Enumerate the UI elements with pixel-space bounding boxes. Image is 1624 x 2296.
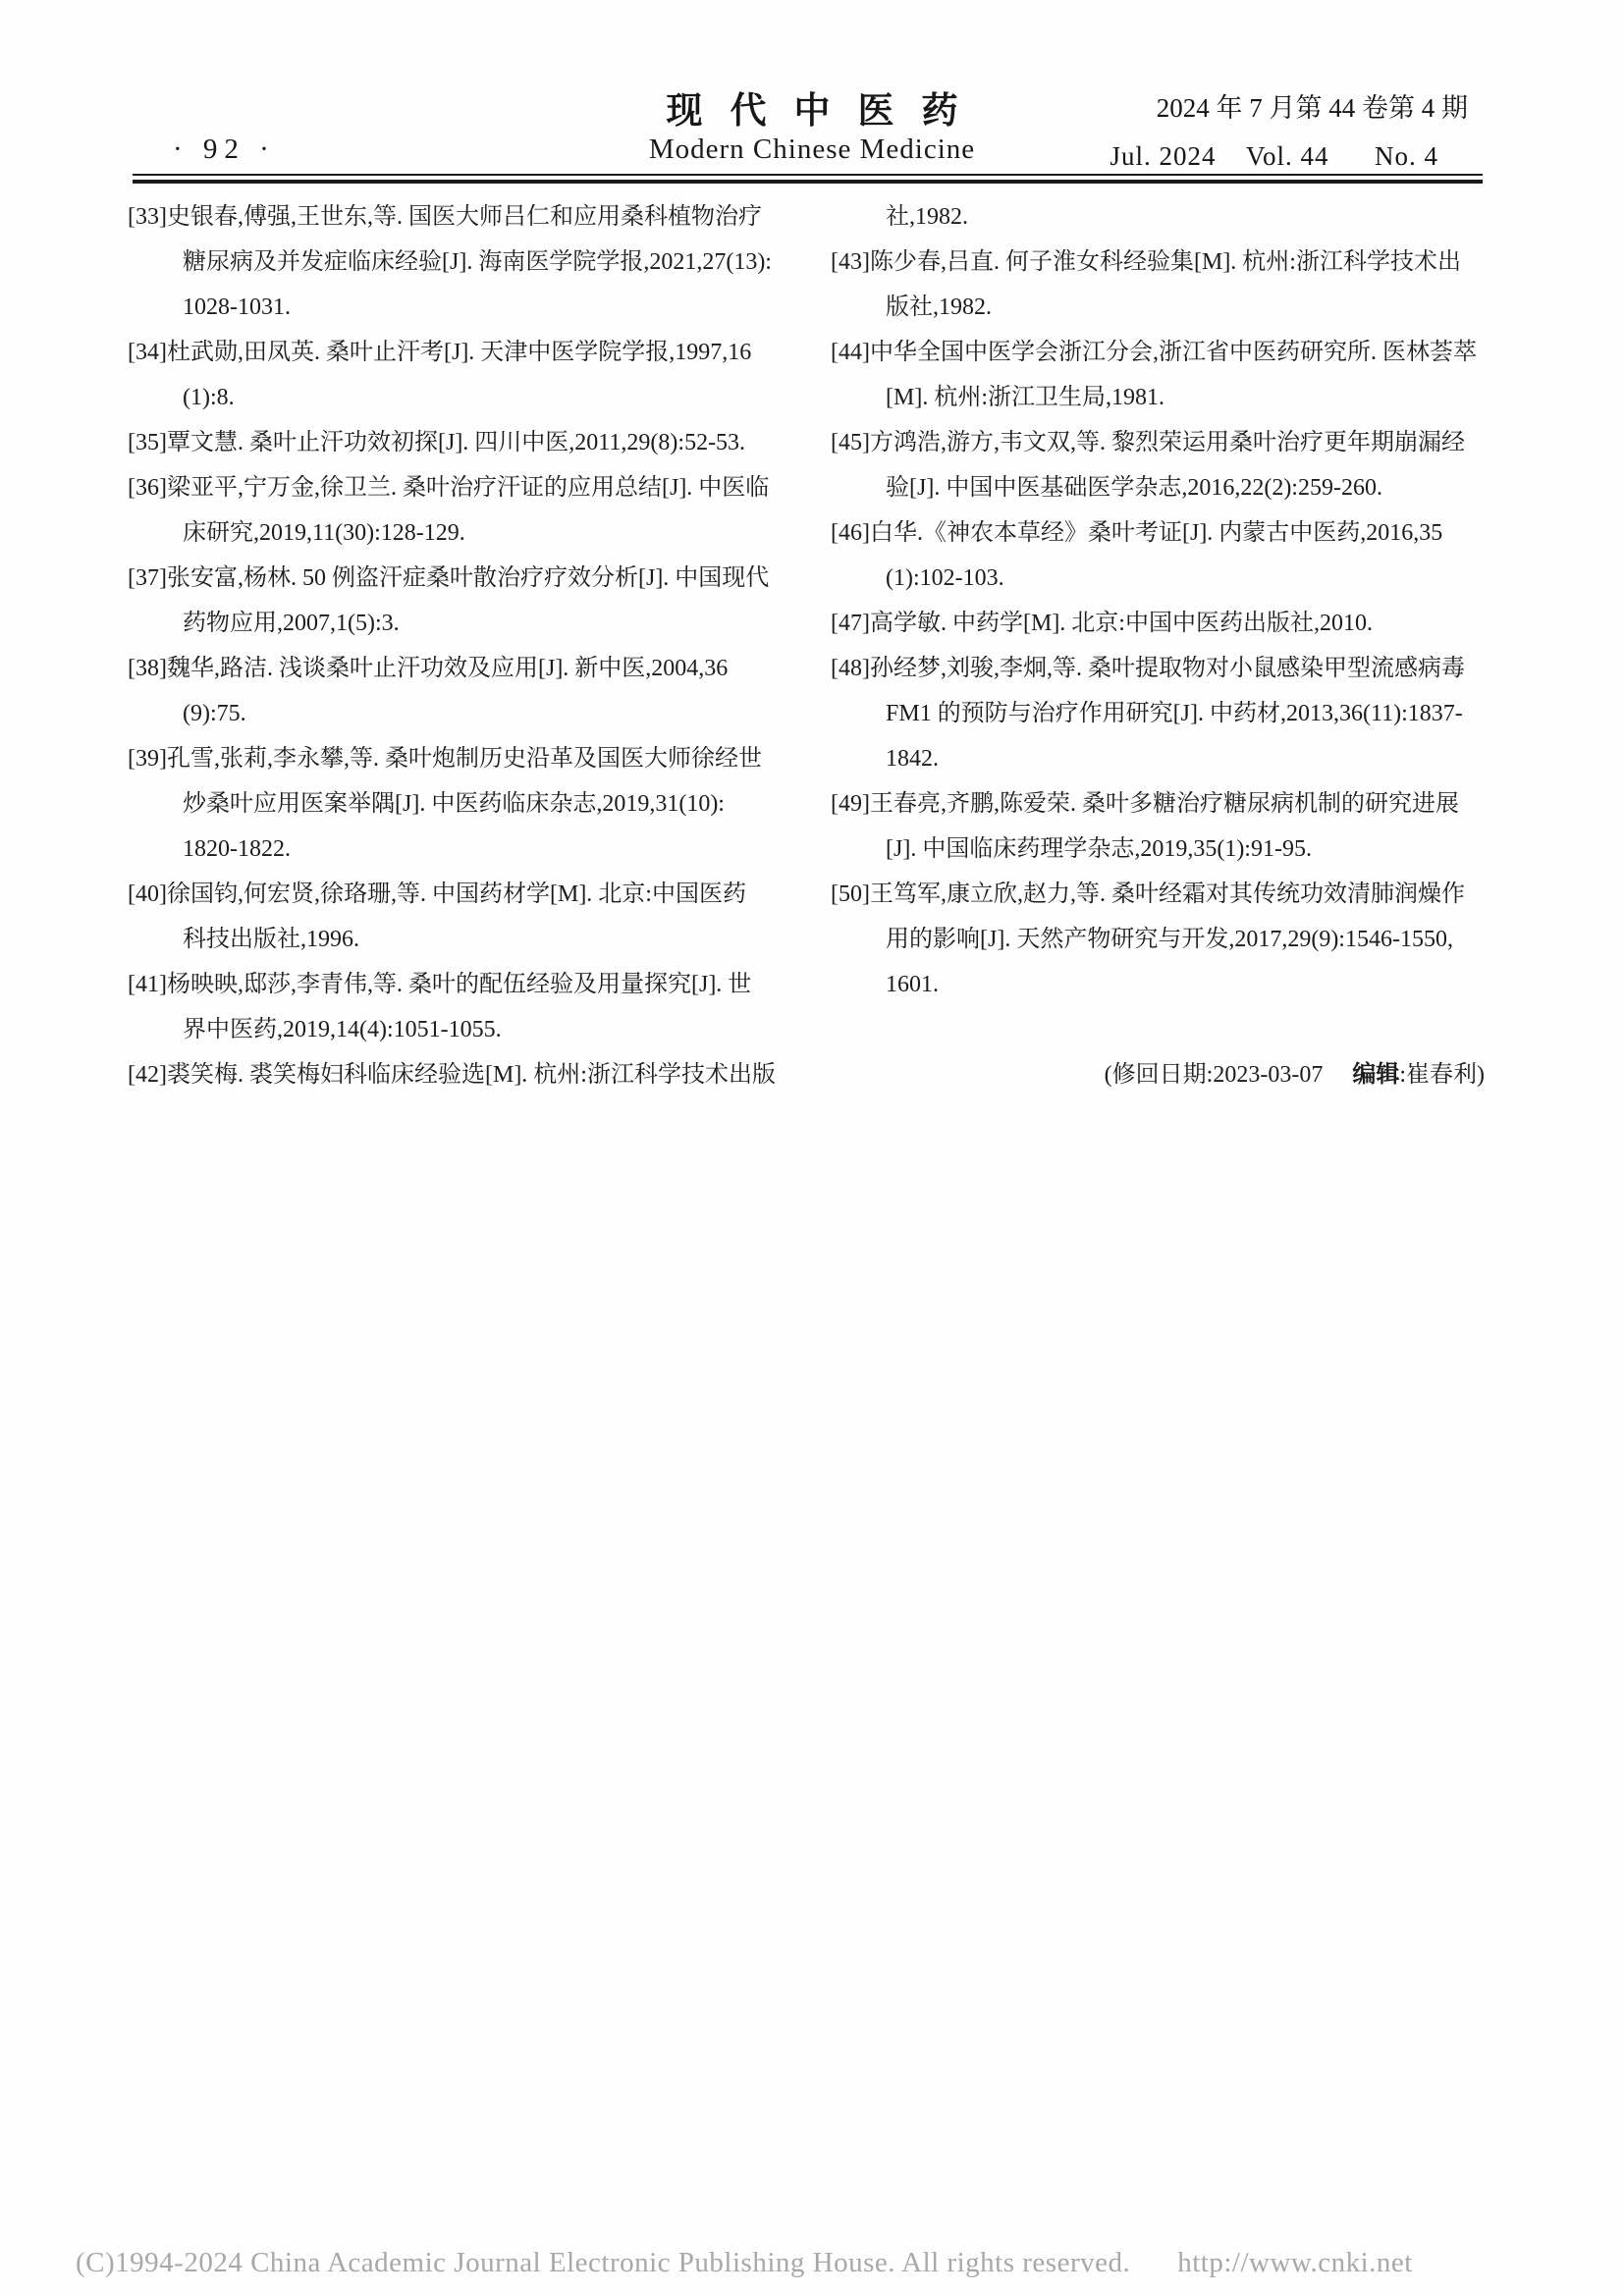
reference-line: [J]. 中国临床药理学杂志,2019,35(1):91-95. — [886, 836, 1312, 862]
reference-line: 炒桑叶应用医案举隅[J]. 中医药临床杂志,2019,31(10): — [183, 791, 725, 817]
reference-line: [41]杨映映,邸莎,李青伟,等. 桑叶的配伍经验及用量探究[J]. 世 — [128, 972, 752, 997]
reference-line: 科技出版社,1996. — [183, 927, 359, 952]
reference-line: [39]孔雪,张莉,李永攀,等. 桑叶炮制历史沿革及国医大师徐经世 — [128, 746, 762, 772]
reference-line: 药物应用,2007,1(5):3. — [183, 611, 400, 636]
reference-line: [44]中华全国中医学会浙江分会,浙江省中医药研究所. 医林荟萃 — [831, 340, 1477, 365]
reference-line: 1601. — [886, 972, 939, 997]
editor-note — [831, 1007, 1494, 1143]
reference-line: 糖尿病及并发症临床经验[J]. 海南医学院学报,2021,27(13): — [183, 249, 772, 275]
cnki-footer — [45, 2215, 1577, 2296]
reference-line: [37]张安富,杨林. 50 例盗汗症桑叶散治疗疗效分析[J]. 中国现代 — [128, 565, 770, 591]
reference-line: 用的影响[J]. 天然产物研究与开发,2017,29(9):1546-1550, — [886, 927, 1453, 952]
reference-line: [36]梁亚平,宁万金,徐卫兰. 桑叶治疗汗证的应用总结[J]. 中医临 — [128, 475, 770, 501]
issue-info-en: Jul. 2024 Vol. 44 No. 4 — [1110, 141, 1438, 171]
reference-line: 1842. — [886, 746, 939, 772]
reference-line: [34]杜武勋,田凤英. 桑叶止汗考[J]. 天津中医学院学报,1997,16 — [128, 340, 752, 365]
reference-line: 1028-1031. — [183, 294, 291, 320]
reference-line: [49]王春亮,齐鹏,陈爱荣. 桑叶多糖治疗糖尿病机制的研究进展 — [831, 791, 1459, 817]
issue-info-cn: 2024 年 7 月第 44 卷第 4 期 — [1156, 93, 1468, 123]
editor-label: 编辑 — [1352, 1061, 1400, 1088]
reference-line: (1):102-103. — [886, 565, 1004, 591]
reference-line: 验[J]. 中国中医基础医学杂志,2016,22(2):259-260. — [886, 475, 1382, 501]
reference-line: [33]史银春,傅强,王世东,等. 国医大师吕仁和应用桑科植物治疗 — [128, 204, 762, 230]
footer-url-link[interactable]: http://www.cnki.net — [1177, 2247, 1413, 2278]
reference-line: 床研究,2019,11(30):128-129. — [183, 520, 465, 546]
reference-line: (1):8. — [183, 385, 235, 410]
reference-line: [47]高学敏. 中药学[M]. 北京:中国中医药出版社,2010. — [831, 611, 1373, 636]
reference-line: (9):75. — [183, 701, 246, 726]
reference-line: 社,1982. — [886, 204, 968, 230]
references-section — [128, 194, 1494, 1143]
reference-line: 版社,1982. — [886, 294, 992, 320]
references-column-right — [831, 194, 1494, 1143]
references-column-left — [128, 194, 791, 1143]
issue-info — [1110, 84, 1468, 181]
reference-line: [M]. 杭州:浙江卫生局,1981. — [886, 385, 1164, 410]
reference-line: [38]魏华,路洁. 浅谈桑叶止汗功效及应用[J]. 新中医,2004,36 — [128, 656, 729, 681]
reference-line: [50]王笃军,康立欣,赵力,等. 桑叶经霜对其传统功效清肺润燥作 — [831, 881, 1465, 907]
reference-line: 界中医药,2019,14(4):1051-1055. — [183, 1017, 502, 1042]
reference-line: [45]方鸿浩,游方,韦文双,等. 黎烈荣运用桑叶治疗更年期崩漏经 — [831, 430, 1465, 455]
reference-line: [35]覃文慧. 桑叶止汗功效初探[J]. 四川中医,2011,29(8):52-53. — [128, 430, 746, 455]
footer-copyright: (C)1994-2024 China Academic Journal Electronic Publishing House. All rights reserved. — [76, 2247, 1131, 2278]
reference-line: [43]陈少春,吕直. 何子淮女科经验集[M]. 杭州:浙江科学技术出 — [831, 249, 1461, 275]
reference-line: [48]孙经梦,刘骏,李炯,等. 桑叶提取物对小鼠感染甲型流感病毒 — [831, 656, 1465, 681]
reference-line: [40]徐国钧,何宏贤,徐珞珊,等. 中国药材学[M]. 北京:中国医药 — [128, 881, 746, 907]
reference-line: FM1 的预防与治疗作用研究[J]. 中药材,2013,36(11):1837- — [886, 701, 1463, 726]
editor-name: :崔春利) — [1399, 1062, 1485, 1088]
reference-line: 1820-1822. — [183, 836, 291, 862]
page-number: · 92 · — [173, 133, 276, 165]
reference-line: [42]裘笑梅. 裘笑梅妇科临床经验选[M]. 杭州:浙江科学技术出版 — [128, 1062, 776, 1088]
journal-title-en: Modern Chinese Medicine — [648, 133, 976, 165]
journal-title-cn: 现代中医药 — [666, 91, 986, 132]
header-divider-rule — [133, 174, 1483, 184]
reference-line: [46]白华.《神农本草经》桑叶考证[J]. 内蒙古中医药,2016,35 — [831, 520, 1443, 546]
revision-date: (修回日期:2023-03-07 — [1104, 1062, 1324, 1088]
